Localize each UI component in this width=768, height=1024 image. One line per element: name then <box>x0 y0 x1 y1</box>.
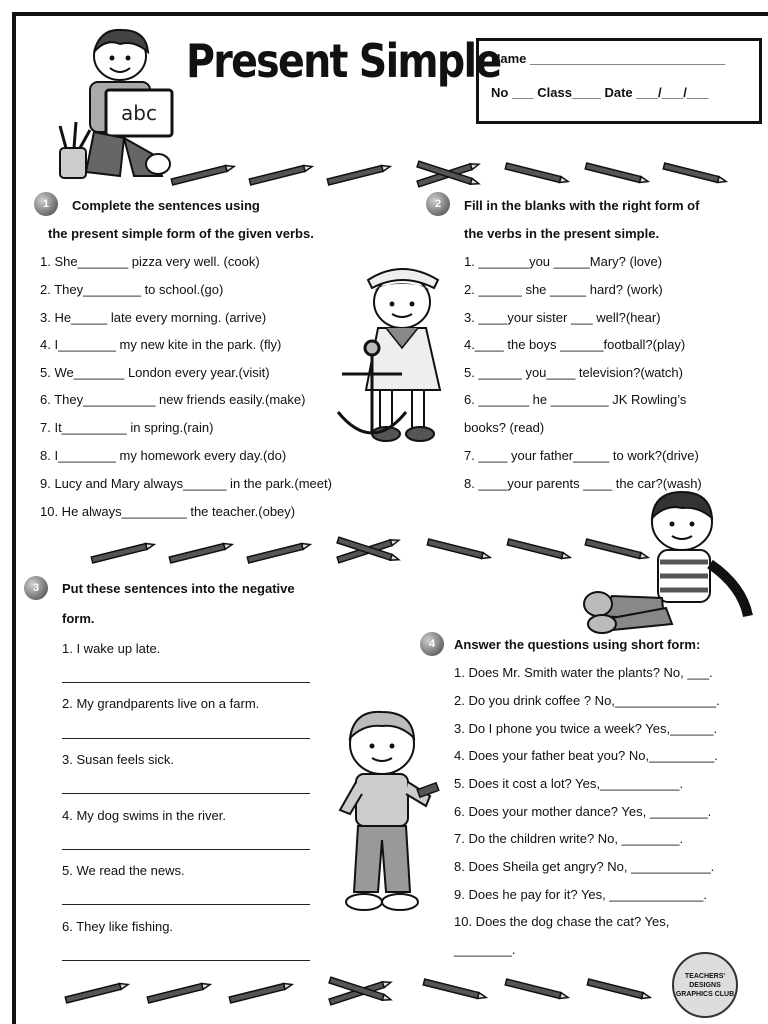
section-1-item: 7. It_________ in spring.(rain) <box>40 420 214 435</box>
section-2-item: 2. ______ she _____ hard? (work) <box>464 282 663 297</box>
answer-line[interactable] <box>62 738 310 739</box>
section-1-item: 2. They________ to school.(go) <box>40 282 224 297</box>
class-date-field[interactable]: No ___ Class____ Date ___/___/___ <box>491 85 709 100</box>
answer-line[interactable] <box>62 960 310 961</box>
section-3-item: 6. They like fishing. <box>62 919 174 934</box>
pencil-row-icon <box>88 536 658 566</box>
section-1-badge: 1 <box>34 192 58 216</box>
section-1-item: 5. We_______ London every year.(visit) <box>40 365 270 380</box>
board-text: abc <box>121 101 157 125</box>
section-4-item: 2. Do you drink coffee ? No,______________. <box>454 693 720 708</box>
section-4-heading: Answer the questions using short form: <box>454 637 701 652</box>
section-4-item: 8. Does Sheila get angry? No, ___________. <box>454 859 715 874</box>
answer-line[interactable] <box>62 904 310 905</box>
section-2-item: 7. ____ your father_____ to work?(drive) <box>464 448 699 463</box>
section-4-item: 10. Does the dog chase the cat? Yes, <box>454 914 670 929</box>
section-3-item: 5. We read the news. <box>62 863 185 878</box>
answer-line[interactable] <box>62 793 310 794</box>
section-3-badge: 3 <box>24 576 48 600</box>
section-1-item: 6. They__________ new friends easily.(make) <box>40 392 306 407</box>
section-3-item: 2. My grandparents live on a farm. <box>62 696 260 711</box>
section-1-item: 9. Lucy and Mary always______ in the park.(meet) <box>40 476 332 491</box>
section-4-item: 3. Do I phone you twice a week? Yes,______. <box>454 721 718 736</box>
section-2-item: books? (read) <box>464 420 545 435</box>
section-1-item: 1. She_______ pizza very well. (cook) <box>40 254 260 269</box>
section-2-item: 6. _______ he ________ JK Rowling’s <box>464 392 687 407</box>
graphics-club-logo: TEACHERS' DESIGNS GRAPHICS CLUB <box>672 952 738 1018</box>
standing-boy-illustration <box>330 710 442 920</box>
section-2-item: 3. ____your sister ___ well?(hear) <box>464 310 661 325</box>
section-4-item: 5. Does it cost a lot? Yes,___________. <box>454 776 684 791</box>
section-2-item: 1. _______you _____Mary? (love) <box>464 254 663 269</box>
section-3-item: 3. Susan feels sick. <box>62 752 174 767</box>
section-4-badge: 4 <box>420 632 444 656</box>
section-2-item: 4.____ the boys ______football?(play) <box>464 337 686 352</box>
section-3-item: 1. I wake up late. <box>62 641 161 656</box>
name-box <box>476 38 762 124</box>
pencil-row-icon <box>62 976 662 1006</box>
sailor-girl-illustration <box>330 262 452 452</box>
section-3-item: 4. My dog swims in the river. <box>62 808 226 823</box>
section-2-item: 8. ____your parents ____ the car?(wash) <box>464 476 702 491</box>
answer-line[interactable] <box>62 849 310 850</box>
section-4-item: 9. Does he pay for it? Yes, _____________. <box>454 887 707 902</box>
section-2-badge: 2 <box>426 192 450 216</box>
section-1-item: 8. I________ my homework every day.(do) <box>40 448 287 463</box>
section-2-heading: Fill in the blanks with the right form of <box>464 198 700 213</box>
section-1-heading: Complete the sentences using <box>72 198 260 213</box>
section-3-heading-2: form. <box>62 611 95 626</box>
section-3-heading: Put these sentences into the negative <box>62 581 295 596</box>
section-1-item: 10. He always_________ the teacher.(obey) <box>40 504 296 519</box>
section-2-item: 5. ______ you____ television?(watch) <box>464 365 683 380</box>
section-4-item: 7. Do the children write? No, ________. <box>454 831 684 846</box>
section-1-item: 4. I________ my new kite in the park. (fly) <box>40 337 282 352</box>
answer-line[interactable] <box>62 682 310 683</box>
page-title: Present Simple <box>186 34 501 88</box>
section-2-heading-2: the verbs in the present simple. <box>464 226 660 241</box>
section-4-item: 1. Does Mr. Smith water the plants? No, ___. <box>454 665 713 680</box>
section-1-item: 3. He_____ late every morning. (arrive) <box>40 310 267 325</box>
pencil-row-icon <box>168 160 738 190</box>
section-1-heading-2: the present simple form of the given verbs. <box>48 226 314 241</box>
section-4-item: ________. <box>454 942 516 957</box>
name-field[interactable]: Name ___________________________ <box>491 51 726 66</box>
section-4-item: 4. Does your father beat you? No,_________. <box>454 748 718 763</box>
section-4-item: 6. Does your mother dance? Yes, ________. <box>454 804 712 819</box>
boy-with-board-illustration <box>50 26 180 186</box>
